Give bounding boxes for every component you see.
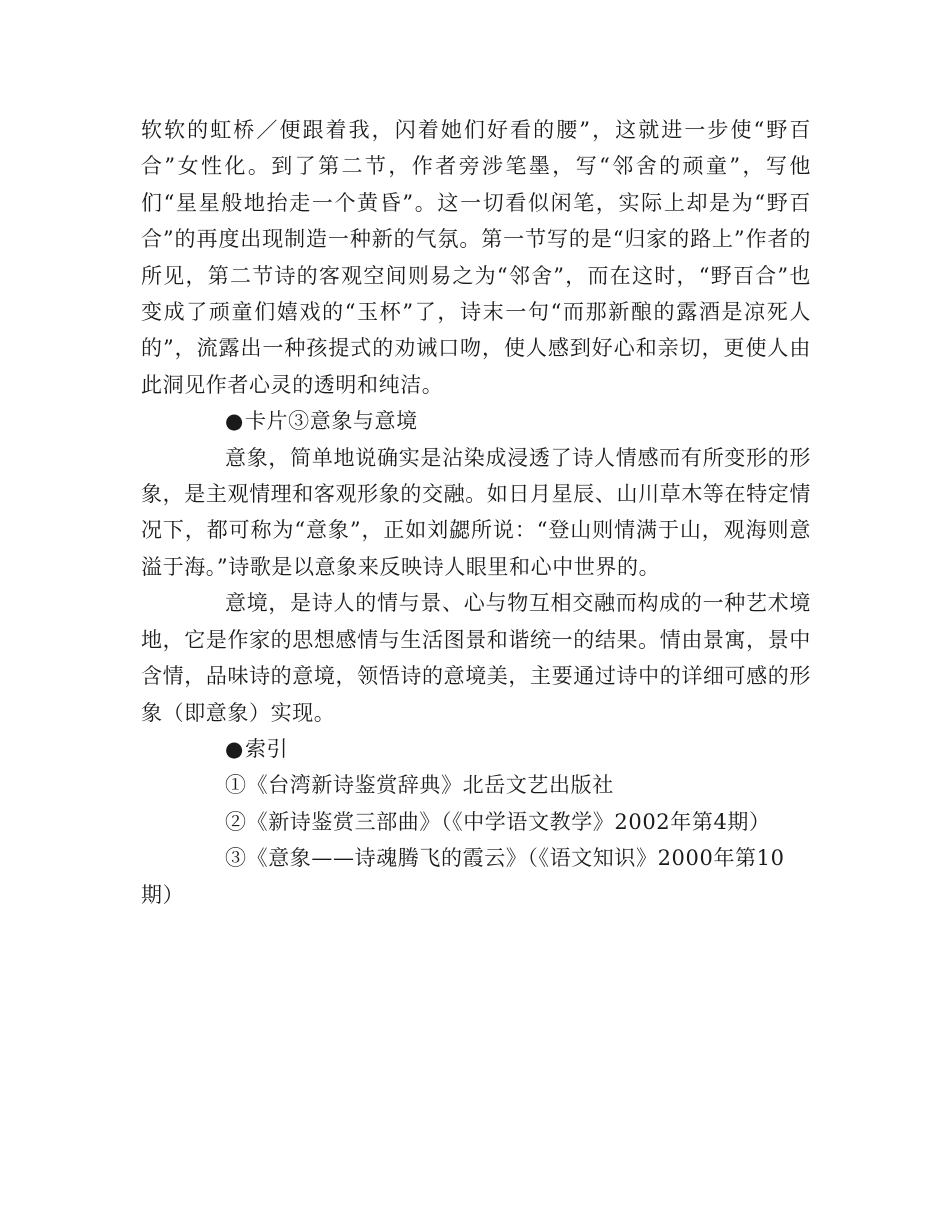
artistic-conception-paragraph: 意境，是诗人的情与景、心与物互相交融而构成的一种艺术境地，它是作家的思想感情与生活图景和谐统一的结果。情由景寓，景中含情，品味诗的意境，领悟诗的意境美，主要通过诗中的详细可感的形象（即意象）实现。 — [141, 591, 811, 725]
reference-item: ①《台湾新诗鉴赏辞典》北岳文艺出版社 — [225, 773, 614, 798]
bullet-icon: ● — [225, 736, 244, 761]
card-heading — [141, 403, 811, 439]
index-heading-text: 索引 — [244, 736, 289, 761]
document-body — [141, 112, 811, 913]
index-heading — [141, 731, 811, 767]
imagery-paragraph: 意象，简单地说确实是沾染成浸透了诗人情感而有所变形的形象，是主观情理和客观形象的交融。如日月星辰、山川草木等在特定情况下，都可称为“意象”，正如刘勰所说：“登山则情满于山，观海则意溢于海。”诗歌是以意象来反映诗人眼里和心中世界的。 — [141, 445, 811, 579]
card-heading-text: 卡片③意象与意境 — [244, 409, 418, 434]
reference-item: ③《意象——诗魂腾飞的霞云》（《语文知识》2000年第10期） — [141, 846, 785, 907]
reference-item: ②《新诗鉴赏三部曲》（《中学语文教学》2002年第4期） — [225, 809, 771, 834]
bullet-icon: ● — [225, 409, 244, 434]
continued-paragraph: 软软的虹桥／便跟着我，闪着她们好看的腰”，这就进一步使“野百合”女性化。到了第二节，作者旁涉笔墨，写“邻舍的顽童”，写他们“星星般地抬走一个黄昏”。这一切看似闲笔，实际上却是为“野百合”的再度出现制造一种新的气氛。第一节写的是“归家的路上”作者的所见，第二节诗的客观空间则易之为“邻舍”，而在这时，“野百合”也变成了顽童们嬉戏的“玉杯”了，诗末一句“而那新酿的露酒是凉死人的”，流露出一种孩提式的劝诫口吻，使人感到好心和亲切，更使人由此洞见作者心灵的透明和纯洁。 — [141, 118, 812, 397]
